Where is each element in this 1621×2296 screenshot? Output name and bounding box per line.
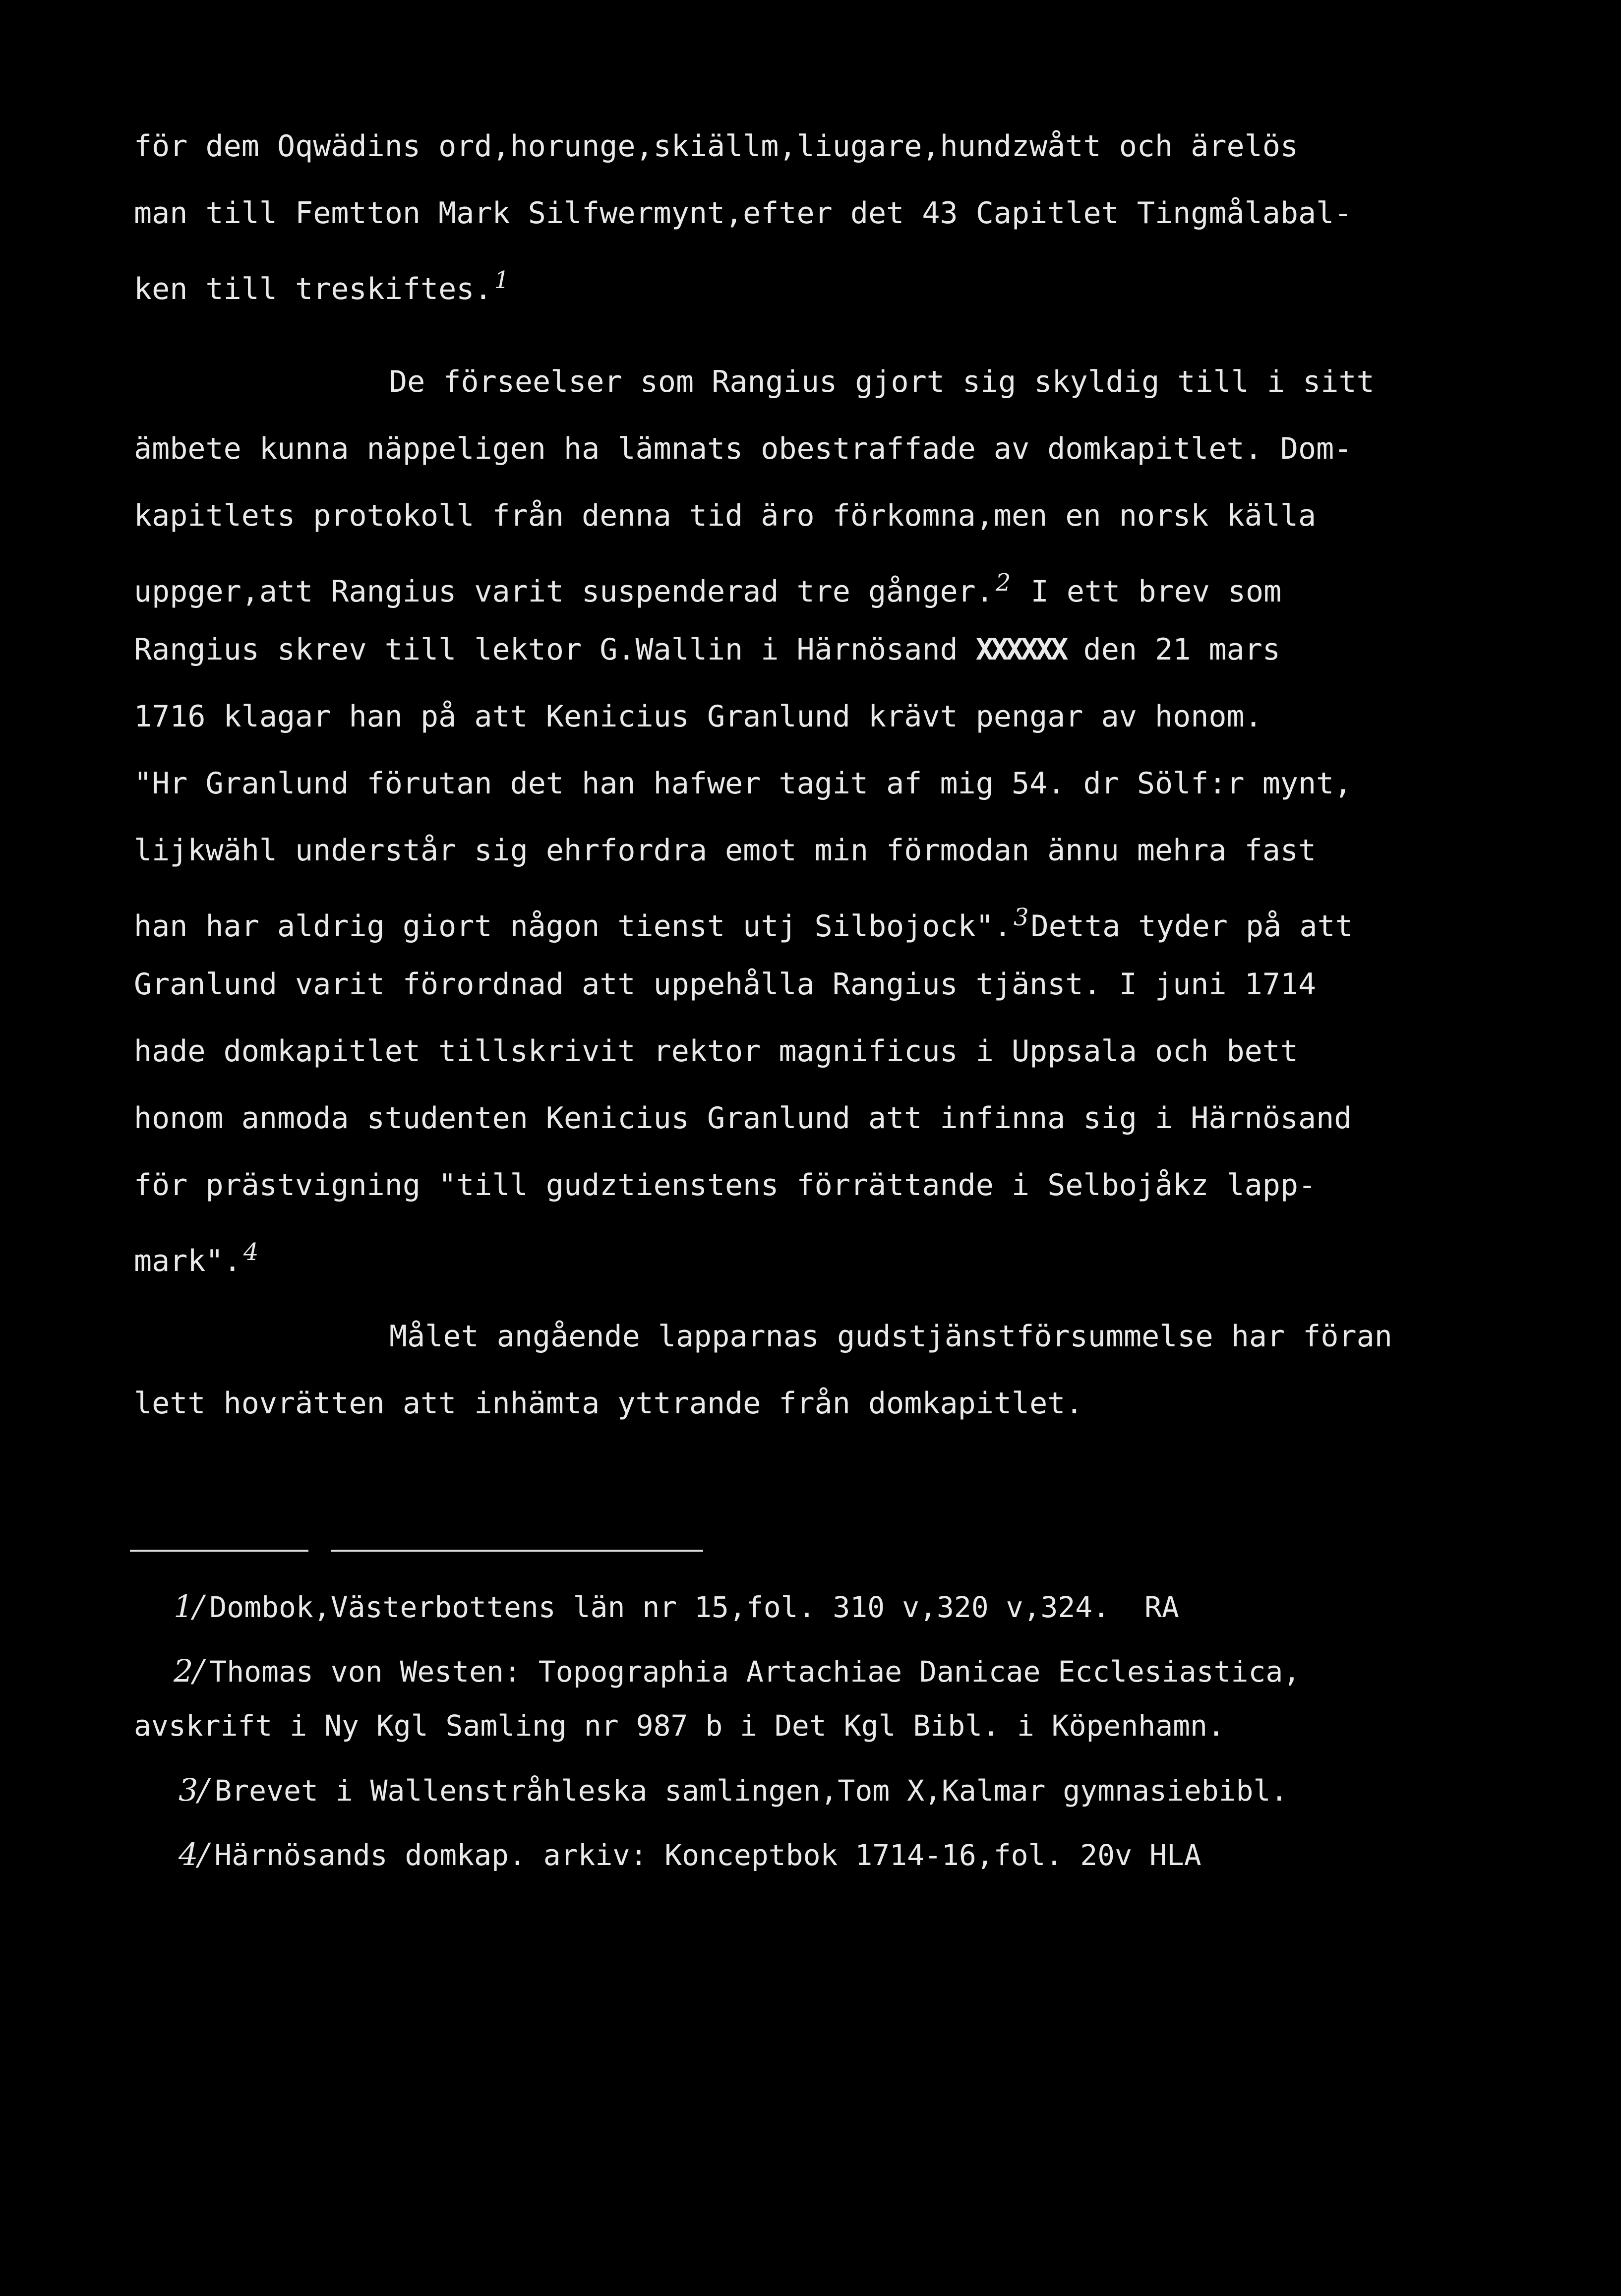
text-fragment: Detta tyder på att	[1030, 909, 1353, 944]
footnote-text: Thomas von Westen: Topographia Artachiae Danicae Ecclesiastica,	[209, 1655, 1301, 1689]
text-line: "Hr Granlund förutan det han hafwer tagit af mig 54. dr Sölf:r mynt,	[134, 766, 1352, 801]
text-line	[134, 563, 1281, 611]
struck-out-text: XXXXXX	[975, 632, 1066, 667]
footnote-text: Brevet i Wallenstråhleska samlingen,Tom X,Kalmar gymnasiebibl.	[214, 1774, 1288, 1808]
text-line: man till Femtton Mark Silfwermynt,efter det 43 Capitlet Tingmålabal-	[134, 196, 1352, 231]
text-fragment: den 21 mars	[1065, 632, 1281, 667]
text-fragment: I ett brev som	[1013, 574, 1282, 609]
footnote	[179, 1770, 1288, 1811]
footnote-text: avskrift i Ny Kgl Samling nr 987 b i Det Kgl Bibl. i Köpenhamn.	[134, 1709, 1225, 1743]
text-line	[134, 898, 1353, 946]
text-line	[134, 260, 511, 309]
footnote-reference: 3	[1014, 904, 1029, 931]
footnote-marker: 1/	[174, 1588, 204, 1625]
text-line: 1716 klagar han på att Kenicius Granlund krävt pengar av honom.	[134, 699, 1262, 734]
text-line: lett hovrätten att inhämta yttrande från domkapitlet.	[134, 1386, 1083, 1421]
footnote-text: Härnösands domkap. arkiv: Konceptbok 1714-16,fol. 20v HLA	[214, 1838, 1201, 1872]
text-line: ämbete kunna näppeligen ha lämnats obestraffade av domkapitlet. Dom-	[134, 431, 1352, 466]
text-line: kapitlets protokoll från denna tid äro förkomna,men en norsk källa	[134, 498, 1317, 533]
text-line: lijkwähl understår sig ehrfordra emot min förmodan ännu mehra fast	[134, 833, 1317, 868]
text-fragment: han har aldrig giort någon tienst utj Silbojock".	[134, 909, 1012, 944]
text-line: De förseelser som Rangius gjort sig skyldig till i sitt	[389, 364, 1375, 399]
footnote-marker: 4/	[179, 1836, 209, 1873]
footnote-marker: 3/	[179, 1772, 209, 1808]
footnote-reference: 1	[494, 266, 510, 294]
text-line: hade domkapitlet tillskrivit rektor magnificus i Uppsala och bett	[134, 1034, 1298, 1069]
text-line: för dem Oqwädins ord,horunge,skiällm,liugare,hundzwått och ärelös	[134, 129, 1298, 164]
footnote	[179, 1835, 1201, 1875]
footnote-divider	[130, 1550, 308, 1552]
text-fragment: ken till treskiftes.	[134, 272, 492, 306]
text-fragment: uppger,att Rangius varit suspenderad tre gånger.	[134, 574, 994, 609]
footnote-text: Dombok,Västerbottens län nr 15,fol. 310 v,320 v,324. RA	[209, 1590, 1179, 1624]
text-line: honom anmoda studenten Kenicius Granlund att infinna sig i Härnösand	[134, 1101, 1352, 1136]
text-line	[134, 1232, 260, 1281]
footnote-reference: 2	[995, 569, 1011, 597]
text-fragment: mark".	[134, 1244, 241, 1278]
text-fragment: Rangius skrev till lektor G.Wallin i Härnösand	[134, 632, 976, 667]
footnote-reference: 4	[243, 1238, 259, 1266]
text-line	[134, 630, 1280, 669]
footnote	[174, 1587, 1179, 1627]
footnote	[174, 1651, 1300, 1692]
text-line: för prästvigning "till gudztienstens förrättande i Selbojåkz lapp-	[134, 1168, 1317, 1203]
footnote-divider	[331, 1550, 703, 1552]
text-line: Granlund varit förordnad att uppehålla Rangius tjänst. I juni 1714	[134, 967, 1317, 1002]
footnote	[134, 1706, 1225, 1746]
footnote-marker: 2/	[174, 1653, 204, 1689]
text-line: Målet angående lapparnas gudstjänstförsummelse har föran	[389, 1319, 1392, 1354]
